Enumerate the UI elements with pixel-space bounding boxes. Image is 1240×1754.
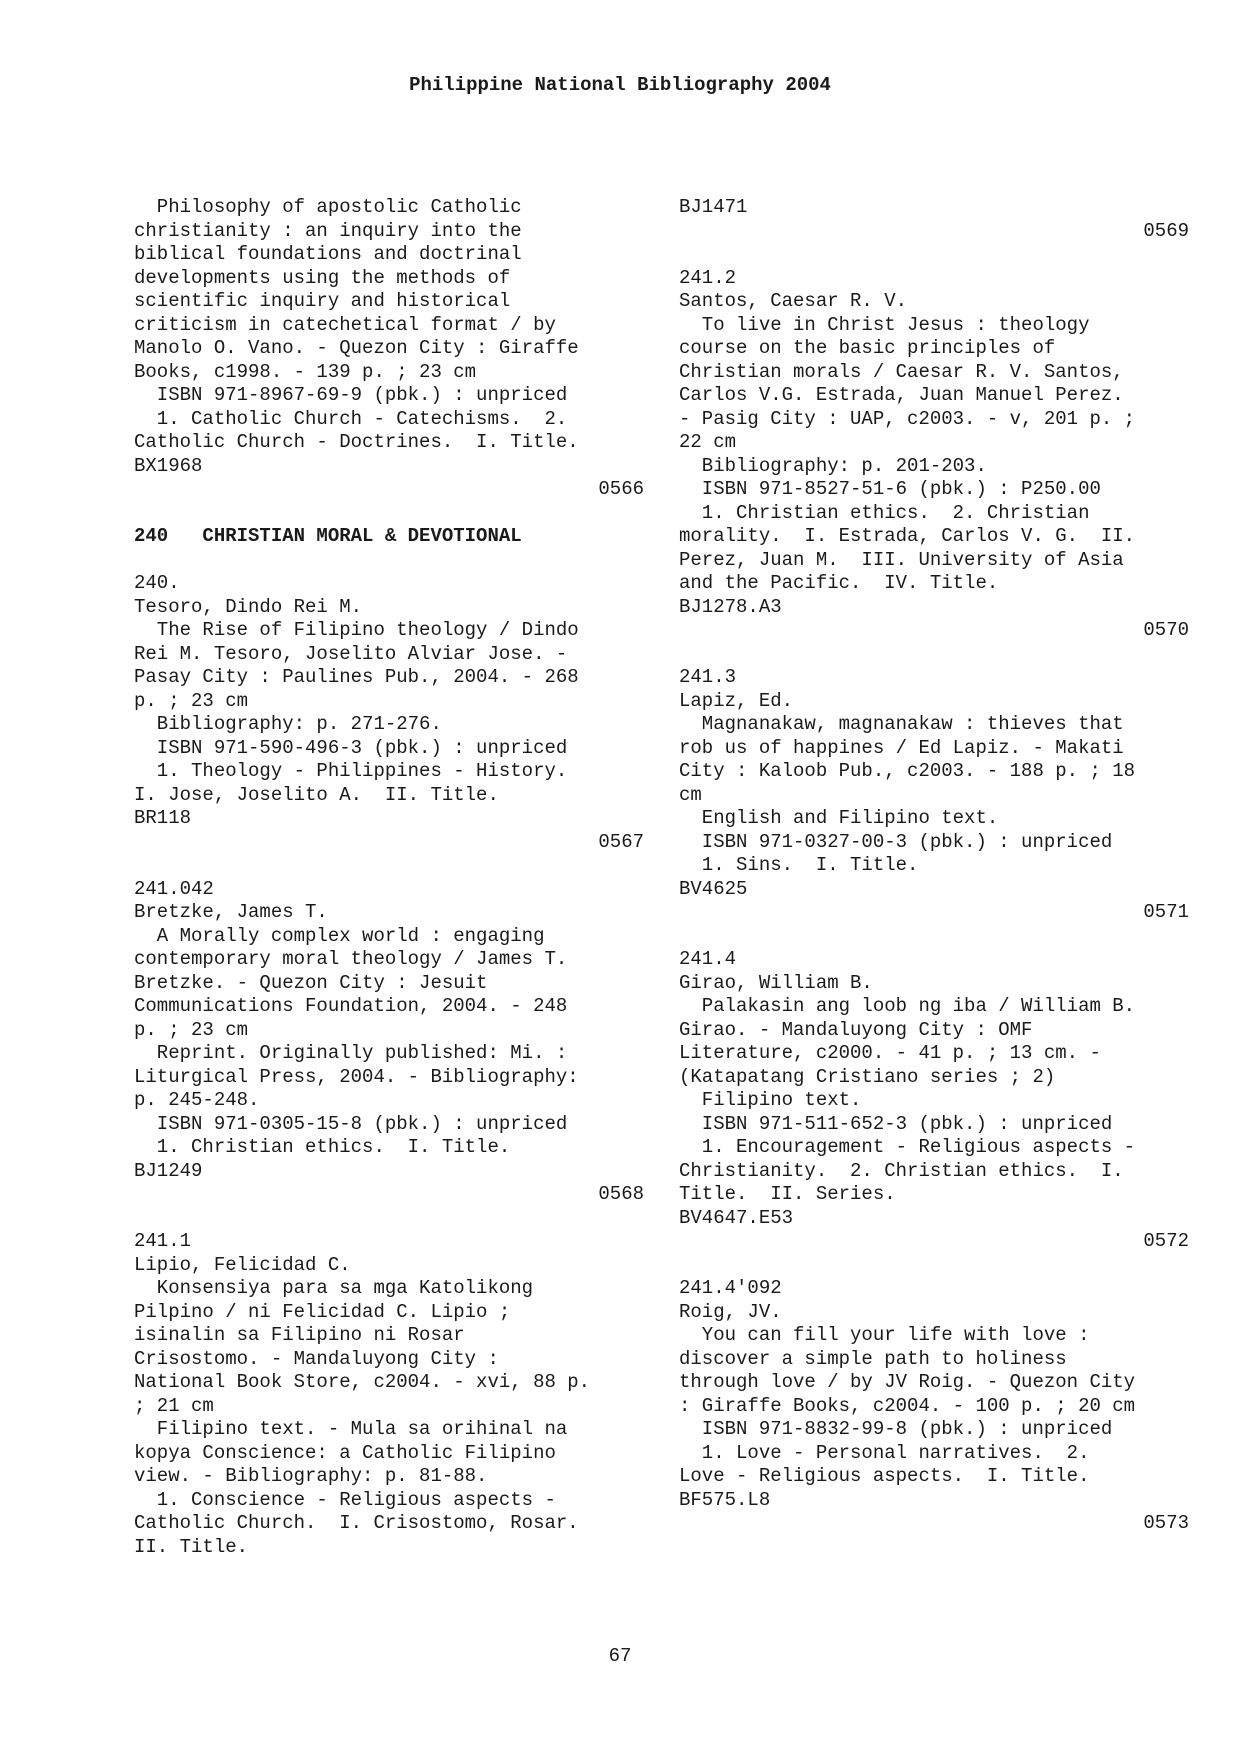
- record-line: Rei M. Tesoro, Joselito Alviar Jose. -: [134, 642, 568, 665]
- record-line: Reprint. Originally published: Mi. :: [134, 1042, 568, 1064]
- left-column: [134, 196, 644, 1559]
- spacer: [134, 549, 644, 573]
- record-line: 1. Encouragement - Religious aspects -: [679, 1136, 1136, 1158]
- record-line: kopya Conscience: a Catholic Filipino: [134, 1441, 556, 1464]
- record-line: National Book Store, c2004. - xvi, 88 p.: [134, 1371, 591, 1393]
- record-line: discover a simple path to holiness: [679, 1347, 1067, 1370]
- record-line: 241.042: [134, 877, 214, 900]
- record-line: contemporary moral theology / James T.: [134, 948, 568, 970]
- record-line: rob us of happines / Ed Lapiz. - Makati: [679, 736, 1124, 759]
- record-line: biblical foundations and doctrinal: [134, 243, 522, 265]
- record-line: - Pasig City : UAP, c2003. - v, 201 p. ;: [679, 407, 1136, 430]
- spacer: [679, 243, 1189, 267]
- record-line: Crisostomo. - Mandaluyong City :: [134, 1347, 499, 1370]
- entry-number: 0568: [598, 1183, 644, 1205]
- record-line: view. - Bibliography: p. 81-88.: [134, 1465, 488, 1487]
- record-line: p. ; 23 cm: [134, 689, 249, 712]
- record-line: Catholic Church - Doctrines. I. Title.: [134, 431, 579, 453]
- record-line: Catholic Church. I. Crisostomo, Rosar.: [134, 1512, 579, 1534]
- record-line: Carlos V.G. Estrada, Juan Manuel Perez.: [679, 384, 1124, 406]
- record-line: (Katapatang Cristiano series ; 2): [679, 1065, 1056, 1088]
- section-heading: 240 CHRISTIAN MORAL & DEVOTIONAL: [134, 525, 522, 547]
- record-line: Bibliography: p. 271-276.: [134, 713, 442, 735]
- record-line: The Rise of Filipino theology / Dindo: [134, 619, 579, 641]
- record-line: christianity : an inquiry into the: [134, 219, 522, 242]
- record-line: Title. II. Series.: [679, 1183, 896, 1205]
- entry-number: 0569: [1143, 219, 1189, 242]
- record-line: morality. I. Estrada, Carlos V. G. II.: [679, 525, 1136, 547]
- record-line: 241.3: [679, 666, 737, 688]
- record-line: ISBN 971-0305-15-8 (pbk.) : unpriced: [134, 1112, 568, 1135]
- record-line: Lipio, Felicidad C.: [134, 1253, 351, 1276]
- record-line: p. ; 23 cm: [134, 1018, 249, 1041]
- record-line: BF575.L8: [679, 1488, 771, 1511]
- record-line: Christianity. 2. Christian ethics. I.: [679, 1159, 1124, 1182]
- spacer: [134, 502, 644, 526]
- record-line: and the Pacific. IV. Title.: [679, 572, 999, 594]
- record-line: To live in Christ Jesus : theology: [679, 313, 1090, 336]
- record-line: ISBN 971-8527-51-6 (pbk.) : P250.00: [679, 478, 1101, 500]
- record-line: 1. Conscience - Religious aspects -: [134, 1488, 556, 1511]
- record-line: 1. Love - Personal narratives. 2.: [679, 1441, 1090, 1464]
- spacer: [679, 1254, 1189, 1278]
- page-title: Philippine National Bibliography 2004: [409, 74, 831, 96]
- record-line: Manolo O. Vano. - Quezon City : Giraffe: [134, 337, 579, 359]
- record-line: Perez, Juan M. III. University of Asia: [679, 548, 1124, 571]
- record-line: Santos, Caesar R. V.: [679, 290, 908, 312]
- record-line: Books, c1998. - 139 p. ; 23 cm: [134, 360, 477, 383]
- record-line: through love / by JV Roig. - Quezon City: [679, 1371, 1136, 1393]
- record-line: English and Filipino text.: [679, 807, 999, 829]
- spacer: [679, 643, 1189, 667]
- spacer: [679, 925, 1189, 949]
- record-line: BR118: [134, 807, 192, 829]
- record-line: criticism in catechetical format / by: [134, 313, 556, 336]
- record-line: Bretzke, James T.: [134, 901, 328, 923]
- record-line: Girao. - Mandaluyong City : OMF: [679, 1018, 1033, 1041]
- record-line: Filipino text.: [679, 1089, 862, 1111]
- record-line: Love - Religious aspects. I. Title.: [679, 1465, 1090, 1487]
- record-line: BJ1249: [134, 1159, 203, 1182]
- record-line: ISBN 971-8967-69-9 (pbk.) : unpriced: [134, 384, 568, 406]
- entry-number: 0567: [598, 830, 644, 853]
- record-line: 241.1: [134, 1230, 192, 1252]
- record-line: Communications Foundation, 2004. - 248: [134, 995, 568, 1017]
- record-line: Liturgical Press, 2004. - Bibliography:: [134, 1065, 579, 1088]
- record-line: ISBN 971-0327-00-3 (pbk.) : unpriced: [679, 830, 1113, 853]
- record-line: course on the basic principles of: [679, 337, 1056, 359]
- record-line: BV4625: [679, 877, 748, 900]
- record-line: cm: [679, 783, 702, 806]
- record-line: ISBN 971-8832-99-8 (pbk.) : unpriced: [679, 1418, 1113, 1440]
- entry-number: 0573: [1143, 1512, 1189, 1534]
- record-line: isinalin sa Filipino ni Rosar: [134, 1324, 465, 1346]
- record-line: 1. Theology - Philippines - History.: [134, 760, 568, 782]
- right-column: [679, 196, 1189, 1536]
- entry-number: 0566: [598, 478, 644, 500]
- record-line: Bretzke. - Quezon City : Jesuit: [134, 971, 488, 994]
- spacer: [134, 1207, 644, 1231]
- record-line: 241.4: [679, 948, 737, 970]
- record-line: Konsensiya para sa mga Katolikong: [134, 1277, 534, 1299]
- record-line: You can fill your life with love :: [679, 1324, 1090, 1346]
- record-line: City : Kaloob Pub., c2003. - 188 p. ; 18: [679, 760, 1136, 782]
- entry-number: 0572: [1143, 1230, 1189, 1252]
- record-line: BV4647.E53: [679, 1206, 794, 1229]
- record-line: Tesoro, Dindo Rei M.: [134, 595, 363, 618]
- page-number: 67: [608, 1645, 632, 1667]
- spacer: [134, 854, 644, 878]
- record-line: Girao, William B.: [679, 971, 873, 994]
- record-line: ; 21 cm: [134, 1394, 214, 1417]
- record-line: Magnanakaw, magnanakaw : thieves that: [679, 713, 1124, 735]
- record-line: 1. Sins. I. Title.: [679, 854, 919, 876]
- record-line: Christian morals / Caesar R. V. Santos,: [679, 360, 1124, 383]
- record-line: A Morally complex world : engaging: [134, 924, 545, 947]
- record-line: Bibliography: p. 201-203.: [679, 454, 987, 477]
- record-line: Roig, JV.: [679, 1300, 782, 1323]
- record-line: 1. Catholic Church - Catechisms. 2.: [134, 407, 568, 430]
- record-line: 240.: [134, 572, 180, 594]
- record-line: II. Title.: [134, 1535, 249, 1558]
- record-line: Filipino text. - Mula sa orihinal na: [134, 1418, 568, 1440]
- record-line: I. Jose, Joselito A. II. Title.: [134, 783, 499, 806]
- record-line: ISBN 971-590-496-3 (pbk.) : unpriced: [134, 736, 568, 759]
- record-line: Pilpino / ni Felicidad C. Lipio ;: [134, 1300, 511, 1323]
- entry-number: 0570: [1143, 619, 1189, 641]
- record-line: Literature, c2000. - 41 p. ; 13 cm. -: [679, 1042, 1101, 1064]
- record-line: 22 cm: [679, 431, 737, 453]
- record-line: 1. Christian ethics. 2. Christian: [679, 501, 1090, 524]
- record-line: developments using the methods of: [134, 266, 511, 289]
- record-line: Philosophy of apostolic Catholic: [134, 196, 522, 218]
- record-line: 241.2: [679, 266, 737, 289]
- record-line: BJ1471: [679, 196, 748, 218]
- record-line: Palakasin ang loob ng iba / William B.: [679, 995, 1136, 1017]
- record-line: Pasay City : Paulines Pub., 2004. - 268: [134, 666, 579, 688]
- record-line: scientific inquiry and historical: [134, 290, 511, 312]
- entry-number: 0571: [1143, 901, 1189, 923]
- record-line: 241.4'092: [679, 1277, 782, 1299]
- record-line: ISBN 971-511-652-3 (pbk.) : unpriced: [679, 1112, 1113, 1135]
- record-line: p. 245-248.: [134, 1089, 260, 1111]
- record-line: BX1968: [134, 454, 203, 477]
- record-line: 1. Christian ethics. I. Title.: [134, 1136, 511, 1158]
- record-line: : Giraffe Books, c2004. - 100 p. ; 20 cm: [679, 1394, 1136, 1417]
- record-line: BJ1278.A3: [679, 595, 782, 618]
- record-line: Lapiz, Ed.: [679, 689, 794, 712]
